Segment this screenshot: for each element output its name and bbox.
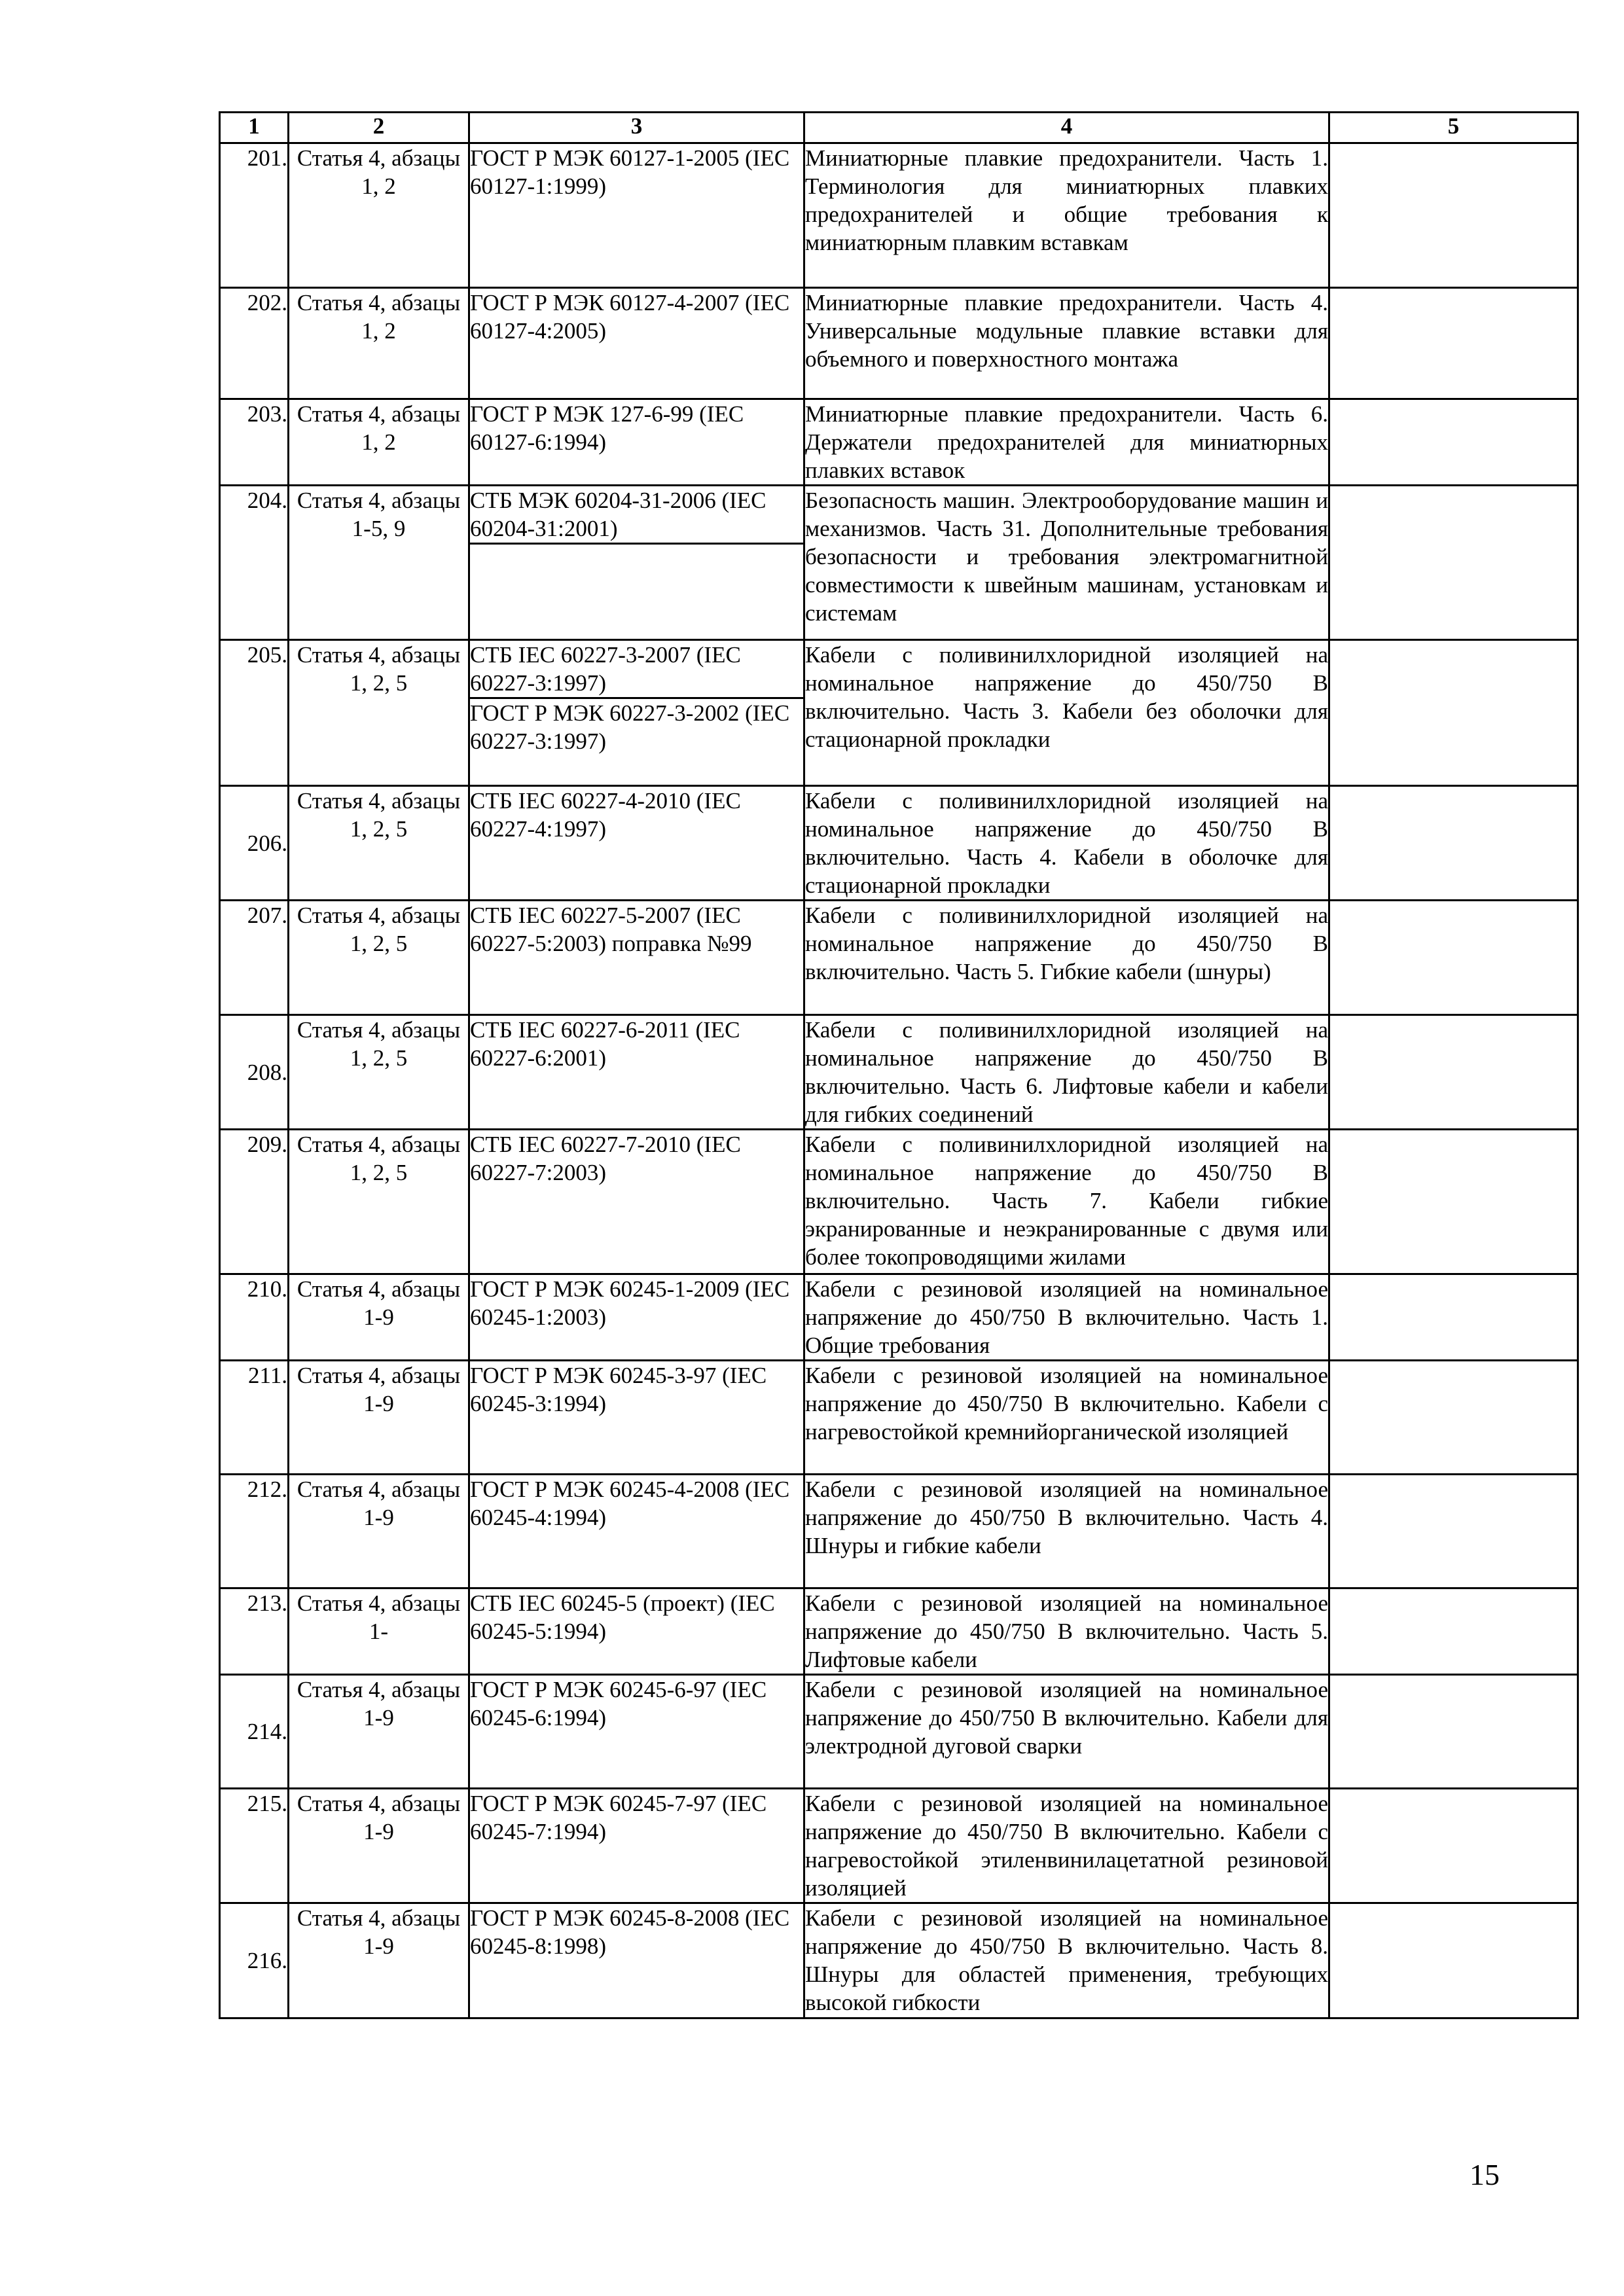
article-reference: Статья 4, абзацы 1, 2, 5 [289,1130,469,1274]
note-cell [1329,1274,1578,1361]
standard-title: Кабели с резиновой изоляцией на номинальное напряжение до 450/750 В включительно. Кабели для электродной дуговой сварки [804,1675,1329,1789]
article-reference: Статья 4, абзацы 1-9 [289,1903,469,2018]
table-row [220,486,1578,640]
standard-designation: ГОСТ Р МЭК 127-6-99 (IEC 60127-6:1994) [470,401,744,455]
article-reference: Статья 4, абзацы 1-9 [289,1274,469,1361]
note-cell [1329,786,1578,901]
standard-designation: СТБ IEC 60227-6-2011 (IEC 60227-6:2001) [470,1017,740,1071]
table-body [220,143,1578,2018]
table-row [220,1015,1578,1130]
standard-designations [469,1130,804,1274]
standard-title: Кабели с резиновой изоляцией на номинальное напряжение до 450/750 В включительно. Часть 1. Общие требования [804,1274,1329,1361]
standard-title: Миниатюрные плавкие предохранители. Часть 6. Держатели предохранителей для миниатюрных плавких вставок [804,399,1329,486]
article-reference: Статья 4, абзацы 1-9 [289,1675,469,1789]
table-row [220,640,1578,786]
table-row [220,399,1578,486]
article-reference: Статья 4, абзацы 1, 2 [289,143,469,288]
article-reference: Статья 4, абзацы 1-5, 9 [289,486,469,640]
article-reference: Статья 4, абзацы 1-9 [289,1789,469,1903]
standard-designation [470,543,803,601]
row-number: 206. [220,786,289,901]
article-reference: Статья 4, абзацы 1, 2, 5 [289,640,469,786]
standard-title: Кабели с поливинилхлоридной изоляцией на номинальное напряжение до 450/750 В включительно. Часть 6. Лифтовые кабели и кабели для гибких соединений [804,1015,1329,1130]
row-number: 213. [220,1588,289,1675]
standard-designation: ГОСТ Р МЭК 60245-1-2009 (IEC 60245-1:2003) [470,1276,790,1330]
standard-designation: СТБ IEC 60227-7-2010 (IEC 60227-7:2003) [470,1132,741,1185]
article-reference: Статья 4, абзацы 1-9 [289,1475,469,1588]
table-row [220,1130,1578,1274]
article-reference: Статья 4, абзацы 1, 2, 5 [289,1015,469,1130]
standard-designations [469,786,804,901]
standard-designation: ГОСТ Р МЭК 60127-4-2007 (IEC 60127-4:2005) [470,290,790,344]
column-header: 1 [220,113,289,143]
table-row [220,786,1578,901]
standard-designation: СТБ IEC 60227-3-2007 (IEC 60227-3:1997) [470,642,741,696]
standard-designations [469,1588,804,1675]
note-cell [1329,288,1578,399]
column-header: 5 [1329,113,1578,143]
standard-designations [469,1475,804,1588]
row-number: 207. [220,901,289,1015]
standard-title: Кабели с резиновой изоляцией на номинальное напряжение до 450/750 В включительно. Кабели с нагревостойкой кремнийорганической изоляцией [804,1361,1329,1475]
standard-designations [469,288,804,399]
row-number: 201. [220,143,289,288]
standard-designations [469,1015,804,1130]
row-number: 203. [220,399,289,486]
standard-designation: ГОСТ Р МЭК 60245-8-2008 (IEC 60245-8:1998) [470,1905,790,1959]
column-header: 3 [469,113,804,143]
column-header: 4 [804,113,1329,143]
standard-title: Кабели с поливинилхлоридной изоляцией на номинальное напряжение до 450/750 В включительно. Часть 4. Кабели в оболочке для стационарной прокладки [804,786,1329,901]
standard-designation: ГОСТ Р МЭК 60245-6-97 (IEC 60245-6:1994) [470,1677,767,1731]
table-row [220,1274,1578,1361]
note-cell [1329,1130,1578,1274]
standard-title: Кабели с резиновой изоляцией на номинальное напряжение до 450/750 В включительно. Кабели с нагревостойкой этиленвинилацетатной резиновой изоляцией [804,1789,1329,1903]
note-cell [1329,1789,1578,1903]
note-cell [1329,1675,1578,1789]
standard-designations [469,901,804,1015]
row-number: 214. [220,1675,289,1789]
row-number: 216. [220,1903,289,2018]
standard-title: Кабели с поливинилхлоридной изоляцией на номинальное напряжение до 450/750 В включительно. Часть 3. Кабели без оболочки для стационарной прокладки [804,640,1329,786]
note-cell [1329,1015,1578,1130]
standard-designations [469,143,804,288]
standard-designation: ГОСТ Р МЭК 60245-3-97 (IEC 60245-3:1994) [470,1363,767,1416]
article-reference: Статья 4, абзацы 1, 2 [289,399,469,486]
table-row [220,901,1578,1015]
row-number: 204. [220,486,289,640]
note-cell [1329,1903,1578,2018]
article-reference: Статья 4, абзацы 1, 2, 5 [289,901,469,1015]
row-number: 211. [220,1361,289,1475]
standard-designation: ГОСТ Р МЭК 60245-4-2008 (IEC 60245-4:1994) [470,1477,790,1530]
standard-title: Кабели с резиновой изоляцией на номинальное напряжение до 450/750 В включительно. Часть 5. Лифтовые кабели [804,1588,1329,1675]
page-number: 15 [1470,2158,1500,2191]
note-cell [1329,1475,1578,1588]
row-number: 202. [220,288,289,399]
column-header: 2 [289,113,469,143]
note-cell [1329,143,1578,288]
standard-designations [469,1361,804,1475]
standard-designation: ГОСТ Р МЭК 60245-7-97 (IEC 60245-7:1994) [470,1791,767,1844]
standard-designation: ГОСТ Р МЭК 60227-3-2002 (IEC 60227-3:1997) [470,697,803,755]
table-row [220,1789,1578,1903]
standard-title: Миниатюрные плавкие предохранители. Часть 4. Универсальные модульные плавкие вставки для объемного и поверхностного монтажа [804,288,1329,399]
table-row [220,143,1578,288]
standard-designations [469,486,804,640]
note-cell [1329,1361,1578,1475]
table-header-row [220,113,1578,143]
row-number: 210. [220,1274,289,1361]
article-reference: Статья 4, абзацы 1, 2, 5 [289,786,469,901]
row-number: 205. [220,640,289,786]
table-row [220,288,1578,399]
table-row [220,1475,1578,1588]
note-cell [1329,399,1578,486]
article-reference: Статья 4, абзацы 1, 2 [289,288,469,399]
table-row [220,1361,1578,1475]
article-reference: Статья 4, абзацы 1- [289,1588,469,1675]
standard-designations [469,1903,804,2018]
note-cell [1329,640,1578,786]
note-cell [1329,901,1578,1015]
row-number: 209. [220,1130,289,1274]
standard-title: Кабели с поливинилхлоридной изоляцией на номинальное напряжение до 450/750 В включительно. Часть 5. Гибкие кабели (шнуры) [804,901,1329,1015]
standard-title: Кабели с резиновой изоляцией на номинальное напряжение до 450/750 В включительно. Часть 4. Шнуры и гибкие кабели [804,1475,1329,1588]
standard-title: Миниатюрные плавкие предохранители. Часть 1. Терминология для миниатюрных плавких предохранителей и общие требования к миниатюрным плавким вставкам [804,143,1329,288]
standard-title: Кабели с резиновой изоляцией на номинальное напряжение до 450/750 В включительно. Часть 8. Шнуры для областей применения, требующих высокой гибкости [804,1903,1329,2018]
standard-designation: СТБ IEC 60245-5 (проект) (IEC 60245-5:1994) [470,1590,775,1644]
standard-designation: СТБ IEC 60227-4-2010 (IEC 60227-4:1997) [470,788,741,842]
table-row [220,1588,1578,1675]
standard-title: Безопасность машин. Электрооборудование машин и механизмов. Часть 31. Дополнительные требования безопасности и требования электромагнитной совместимости к швейным машинам, установкам и системам [804,486,1329,640]
table-row [220,1903,1578,2018]
note-cell [1329,1588,1578,1675]
standard-designations [469,399,804,486]
row-number: 208. [220,1015,289,1130]
standard-designations [469,640,804,786]
article-reference: Статья 4, абзацы 1-9 [289,1361,469,1475]
row-number: 212. [220,1475,289,1588]
standard-designation: СТБ IEC 60227-5-2007 (IEC 60227-5:2003) поправка №99 [470,903,752,956]
standard-designations [469,1789,804,1903]
standard-designations [469,1274,804,1361]
standard-designations [469,1675,804,1789]
note-cell [1329,486,1578,640]
standard-designation: ГОСТ Р МЭК 60127-1-2005 (IEC 60127-1:1999) [470,145,790,199]
table-row [220,1675,1578,1789]
standard-title: Кабели с поливинилхлоридной изоляцией на номинальное напряжение до 450/750 В включительно. Часть 7. Кабели гибкие экранированные и неэкранированные с двумя или более токопроводящими жилами [804,1130,1329,1274]
standards-table [219,111,1579,2019]
standard-designation: СТБ МЭК 60204-31-2006 (IEC 60204-31:2001) [470,488,767,541]
row-number: 215. [220,1789,289,1903]
